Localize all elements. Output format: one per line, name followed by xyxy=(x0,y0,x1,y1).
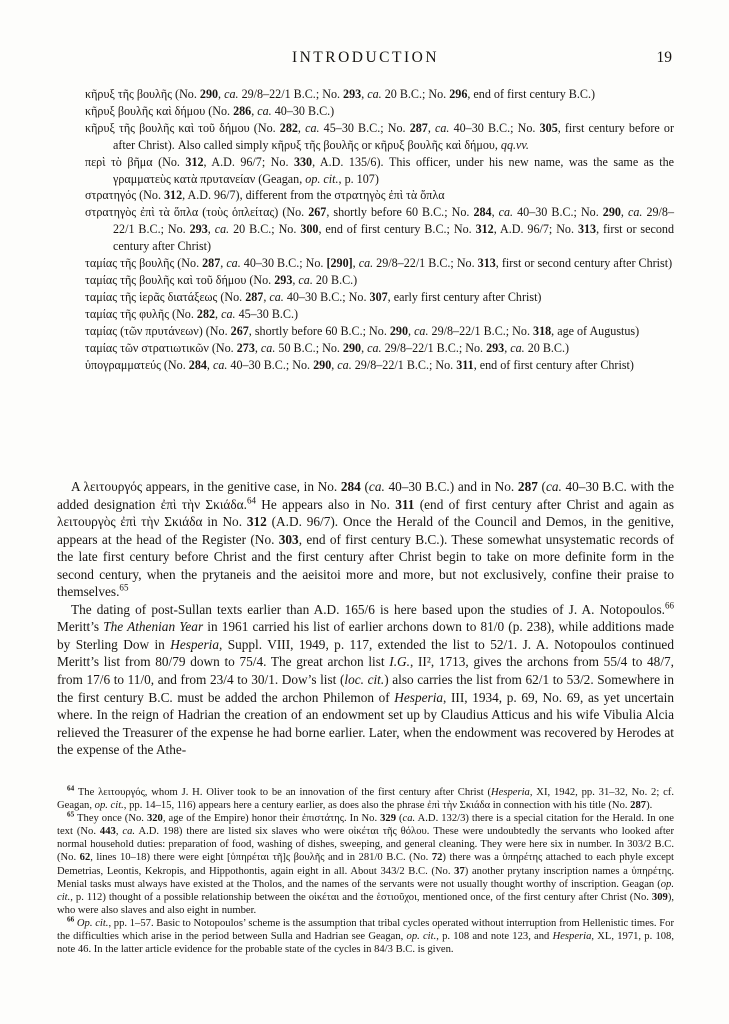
officials-list xyxy=(85,86,674,373)
running-head xyxy=(57,49,674,67)
list-entry: ταμίας τῆς βουλῆς (No. 287, ca. 40–30 B.C.; No. [290], ca. 29/8–22/1 B.C.; No. 313, first or second century after Christ) xyxy=(85,256,673,271)
page-title: INTRODUCTION xyxy=(291,49,440,66)
footnote: $^{65}$ They once (No. 320, age of the Empire) honor their ἐπιστάτης. In No. 329 (ca. A.D. 132/3) there is a special citation for the Herald. In one text (No. 443, ca. A.D. 198) there are listed six slaves who were οἰκέται τῆς θόλου. These were undoubtedly the servants who looked after normal household duties: preparation of food, washing of dishes, sweeping, and general cleaning. They were here six in number. In 303/2 B.C. (No. 62, lines 10–18) there were eight [ὑπηρέται τῆ]ς βουλῆς and in 281/0 B.C. (No. 72) there was a ὑπηρέτης attached to each phyle except Demetrias, Leontis, Kekropis, and Hippothontis, again eight in all. About 343/2 B.C. (No. 37) another prytany inscription names a ὑπηρέτης. Menial tasks must always have existed at the Tholos, and the names of the servants were not usually thought worthy of inscription. Geagan (op. cit., p. 112) thought of a possible relationship between the οἰκέται and the ἑστιοῦχοι, mentioned once, of the first century after Christ (No. 309), who were also slaves and also eight in number. xyxy=(57,810,675,916)
list-entry: στρατηγός (No. 312, A.D. 96/7), different from the στρατηγὸς ἐπὶ τὰ ὅπλα xyxy=(85,188,445,203)
footnote: $^{66}$ Op. cit., pp. 1–57. Basic to Notopoulos’ scheme is the assumption that tribal cycles operated without interruption from Hellenistic times. For the difficulties which arise in the period between Sulla and Hadrian see Geagan, op. cit., p. 108 and note 123, and Hesperia, XL, 1971, p. 108, note 46. In the latter article evidence for the probable state of the cycles in 84/3 B.C. is given. xyxy=(57,915,674,956)
page-number: 19 xyxy=(656,49,672,66)
list-entry: ταμίας τῆς φυλῆς (No. 282, ca. 45–30 B.C.) xyxy=(85,306,299,321)
paragraph: A λειτουργός appears, in the genitive case, in No. 284 (ca. 40–30 B.C.) and in No. 287 (ca. 40–30 B.C. with the added designation ἐπὶ τὴν Σκιάδα.$^{64}$ He appears also in No. 311 (end of first century after Christ and again as λειτουργὸς ἐπὶ τὴν Σκιάδα in No. 312 (A.D. 96/7). Once the Herald of the Council and Demos, in the genitive, appears at the head of the Register (No. 303, end of first century B.C.). These somewhat unsystematic records of the late first century before Christ and the first century after Christ begin to take on more definite form in the second century, when the prytaneis and the aeisitoi more and more, but not exclusively, confine their praise to themselves.$^{65}$ xyxy=(57,479,674,600)
footnote: $^{64}$ The λειτουργός, whom J. H. Oliver took to be an innovation of the first century after Christ (Hesperia, XI, 1942, pp. 31–32, No. 2; cf. Geagan, op. cit., pp. 14–15, 116) appears here a century earlier, as does also the phrase ἐπὶ τὴν Σκιάδα in connection with his title (No. 287). xyxy=(57,784,674,812)
list-entry: ταμίας τῶν στρατιωτικῶν (No. 273, ca. 50 B.C.; No. 290, ca. 29/8–22/1 B.C.; No. 293, ca. 20 B.C.) xyxy=(85,340,570,355)
list-entry: ταμίας (τῶν πρυτάνεων) (No. 267, shortly before 60 B.C.; No. 290, ca. 29/8–22/1 B.C.; No. 318, age of Augustus) xyxy=(85,323,640,338)
list-entry: κῆρυξ τῆς βουλῆς (No. 290, ca. 29/8–22/1 B.C.; No. 293, ca. 20 B.C.; No. 296, end of first century B.C.) xyxy=(85,87,596,101)
paragraph: The dating of post-Sullan texts earlier than A.D. 165/6 is here based upon the studies of J. A. Notopoulos.$^{66}$ Meritt’s The Athenian Year in 1961 carried his list of earlier archons down to 81/0 (p. 238), while additions made by Sterling Dow in Hesperia, Suppl. VIII, 1949, p. 117, extended the list to 52/1. J. A. Notopoulos continued Meritt’s list from 80/79 down to 75/4. The great archon list I.G., II², 1713, gives the archons from 55/4 to 48/7, from 17/6 to 11/0, and from 23/4 to 30/1. Dow’s list (loc. cit.) also carries the list from 62/1 to 53/2. Somewhere in the first century B.C. must be added the archon Philemon of Hesperia, III, 1934, p. 69, No. 69, as yet uncertain where. In the reign of Hadrian the creation of an endowment set up by Claudius Atticus and his wife Vibulia Alcia relieved the Treasurer of the expense he had borne earlier. Later, when the endowment was recovered by Herodes at the expense of the Athe- xyxy=(57,600,674,758)
body-text xyxy=(57,478,674,759)
list-entry: περὶ τὸ βῆμα (No. 312, A.D. 96/7; No. 330, A.D. 135/6). This officer, under his new name, was the same as the γραμματεὺς κατὰ πρυτανείαν (Geagan, op. cit., p. 107) xyxy=(85,154,674,186)
list-entry: κῆρυξ τῆς βουλῆς καὶ τοῦ δήμου (No. 282, ca. 45–30 B.C.; No. 287, ca. 40–30 B.C.; No. 305, first century before or after Christ). Also called simply κῆρυξ τῆς βουλῆς or κῆρυξ βουλῆς καὶ δήμου, qq.vv. xyxy=(85,120,675,152)
list-entry: ὑπογραμματεύς (No. 284, ca. 40–30 B.C.; No. 290, ca. 29/8–22/1 B.C.; No. 311, end of first century after Christ) xyxy=(85,357,634,372)
list-entry: στρατηγὸς ἐπὶ τὰ ὅπλα (τοὺς ὁπλείτας) (No. 267, shortly before 60 B.C.; No. 284, ca. 40–30 B.C.; No. 290, ca. 29/8–22/1 B.C.; No. 293, ca. 20 B.C.; No. 300, end of first century B.C.; No. 312, A.D. 96/7; No. 313, first or second century after Christ) xyxy=(85,205,675,254)
list-entry: ταμίας τῆς ἱερᾶς διατάξεως (No. 287, ca. 40–30 B.C.; No. 307, early first century after Christ) xyxy=(85,289,542,304)
list-entry: ταμίας τῆς βουλῆς καὶ τοῦ δήμου (No. 293, ca. 20 B.C.) xyxy=(85,272,358,287)
footnotes-section xyxy=(57,786,674,956)
list-entry: κῆρυξ βουλῆς καὶ δήμου (No. 286, ca. 40–30 B.C.) xyxy=(85,103,335,118)
